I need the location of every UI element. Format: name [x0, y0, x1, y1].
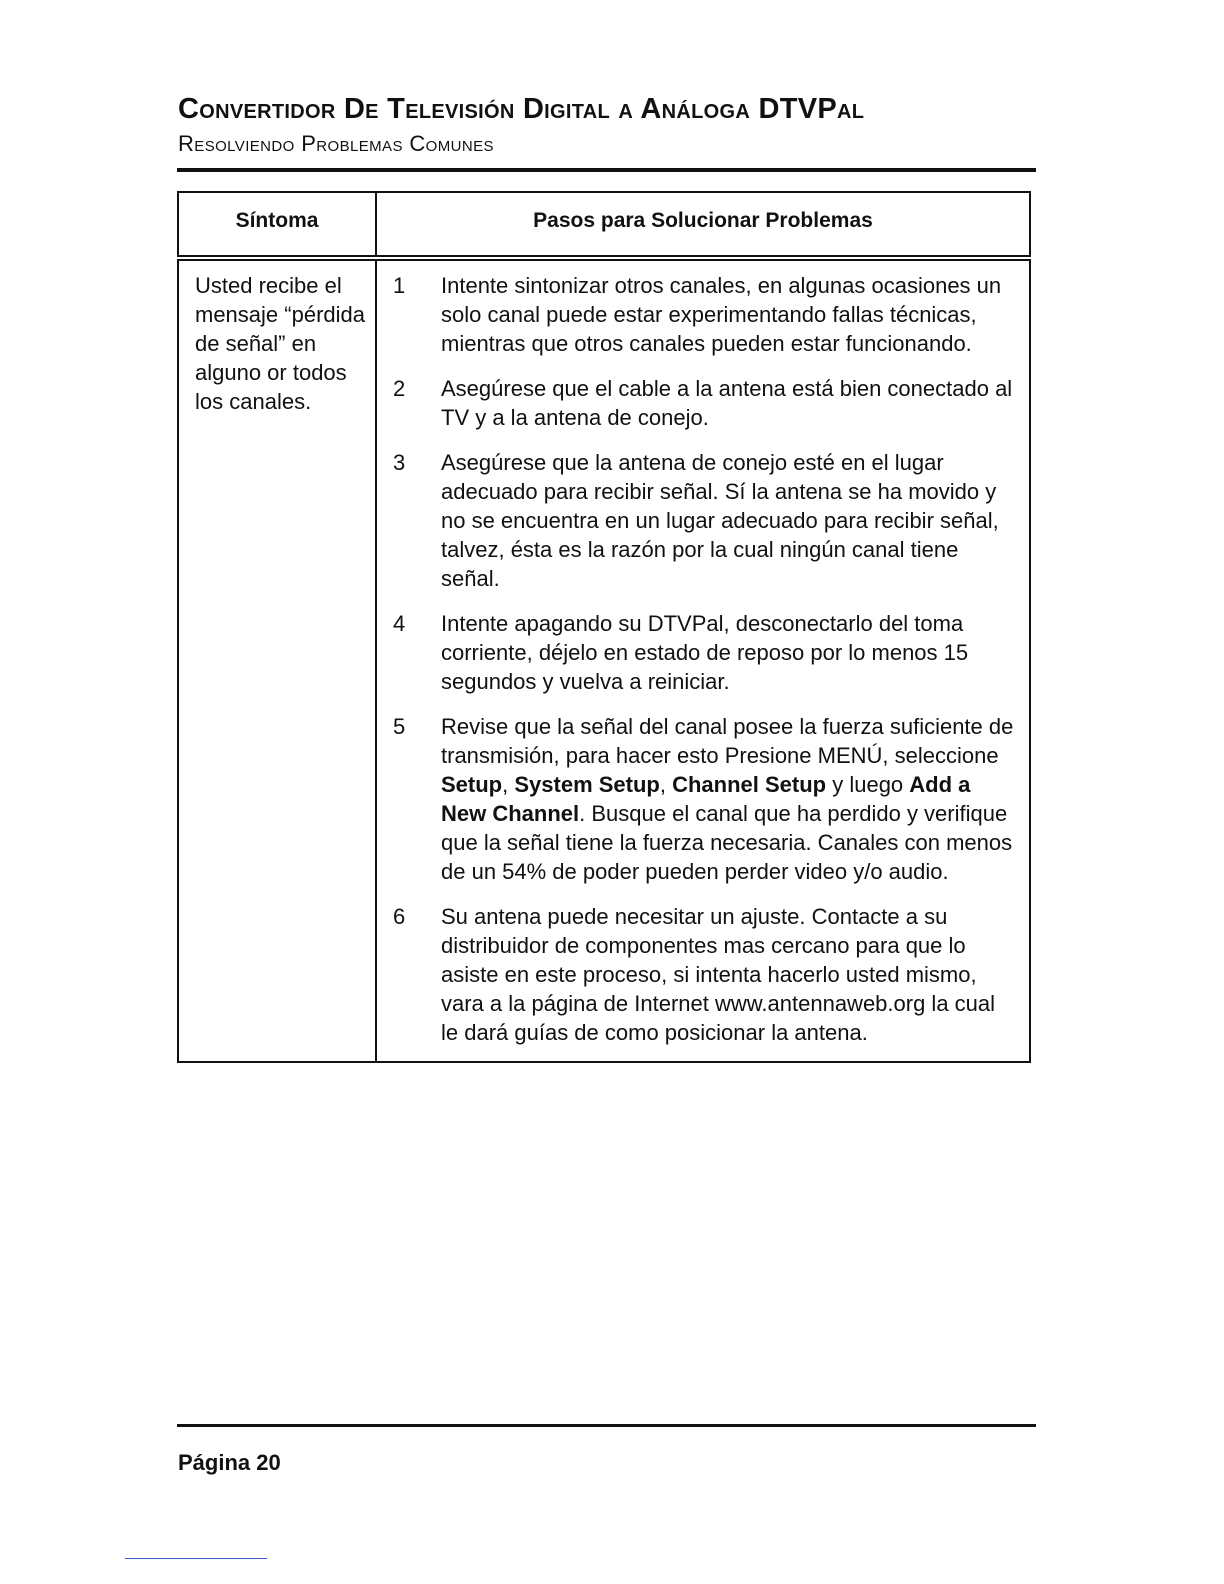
header-divider	[177, 168, 1036, 172]
menu-option-system-setup: System Setup	[514, 772, 660, 797]
step-item	[393, 448, 1015, 593]
menu-option-setup: Setup	[441, 772, 503, 797]
step-number: 5	[393, 714, 406, 739]
step-item	[393, 271, 1015, 358]
menu-option-channel-setup: Channel Setup	[672, 772, 827, 797]
step-text: Asegúrese que el cable a la antena está bien conectado al TV y a la antena de conejo.	[441, 376, 1013, 430]
symptom-cell: Usted recibe el mensaje “pérdida de señal” en alguno or todos los canales.	[178, 258, 376, 1062]
troubleshooting-table	[177, 191, 1031, 1063]
table-header-row	[178, 192, 1030, 258]
step-item	[393, 902, 1015, 1047]
page-number: Página 20	[178, 1450, 281, 1475]
step-number: 4	[393, 611, 406, 636]
step-text-run: Revise que la señal del canal posee la fuerza suficiente de transmisión, para hacer esto Presione MENÚ, seleccione	[441, 714, 1014, 768]
step-text-run: y luego	[826, 772, 910, 797]
step-item	[393, 374, 1015, 432]
step-number: 3	[393, 450, 406, 475]
table-row	[178, 258, 1030, 1062]
step-text-run: ,	[502, 772, 515, 797]
step-number: 6	[393, 904, 406, 929]
symptom-column-header: Síntoma	[178, 192, 376, 258]
document-title: Convertidor De Televisión Digital a Análoga DTVPal	[178, 93, 865, 125]
bottom-edge-line	[125, 1558, 267, 1559]
step-text-run: ,	[659, 772, 673, 797]
step-text-run: . Busque el canal que ha perdido y verifique que la señal tiene la fuerza necesaria. Canales con menos de un 54% de poder pueden perder video y/o audio.	[441, 801, 1013, 884]
step-item	[393, 609, 1015, 696]
document-subtitle: Resolviendo Problemas Comunes	[178, 131, 494, 156]
step-text: Intente sintonizar otros canales, en algunas ocasiones un solo canal puede estar experimentando fallas técnicas, mientras que otros canales pueden estar funcionando.	[441, 273, 1002, 356]
menu-option-add-new-channel: Add a New Channel	[441, 772, 971, 826]
step-number: 2	[393, 376, 406, 401]
step-text: Asegúrese que la antena de conejo esté en el lugar adecuado para recibir señal. Sí la antena se ha movido y no se encuentra en un lugar adecuado para recibir señal, talvez, ésta es la razón por la cual ningún canal tiene señal.	[441, 450, 999, 591]
step-text: Intente apagando su DTVPal, desconectarlo del toma corriente, déjelo en estado de reposo por lo menos 15 segundos y vuelva a reiniciar.	[441, 611, 969, 694]
step-text: Su antena puede necesitar un ajuste. Contacte a su distribuidor de componentes mas cercano para que lo asiste en este proceso, si intenta hacerlo usted mismo, vara a la página de Internet www.antennaweb.org la cual le dará guías de como posicionar la antena.	[441, 904, 996, 1045]
step-number: 1	[393, 273, 406, 298]
step-text	[441, 712, 1015, 886]
footer-divider	[177, 1424, 1036, 1427]
steps-column-header: Pasos para Solucionar Problemas	[376, 192, 1030, 258]
steps-cell	[376, 258, 1030, 1062]
step-item	[393, 712, 1015, 886]
